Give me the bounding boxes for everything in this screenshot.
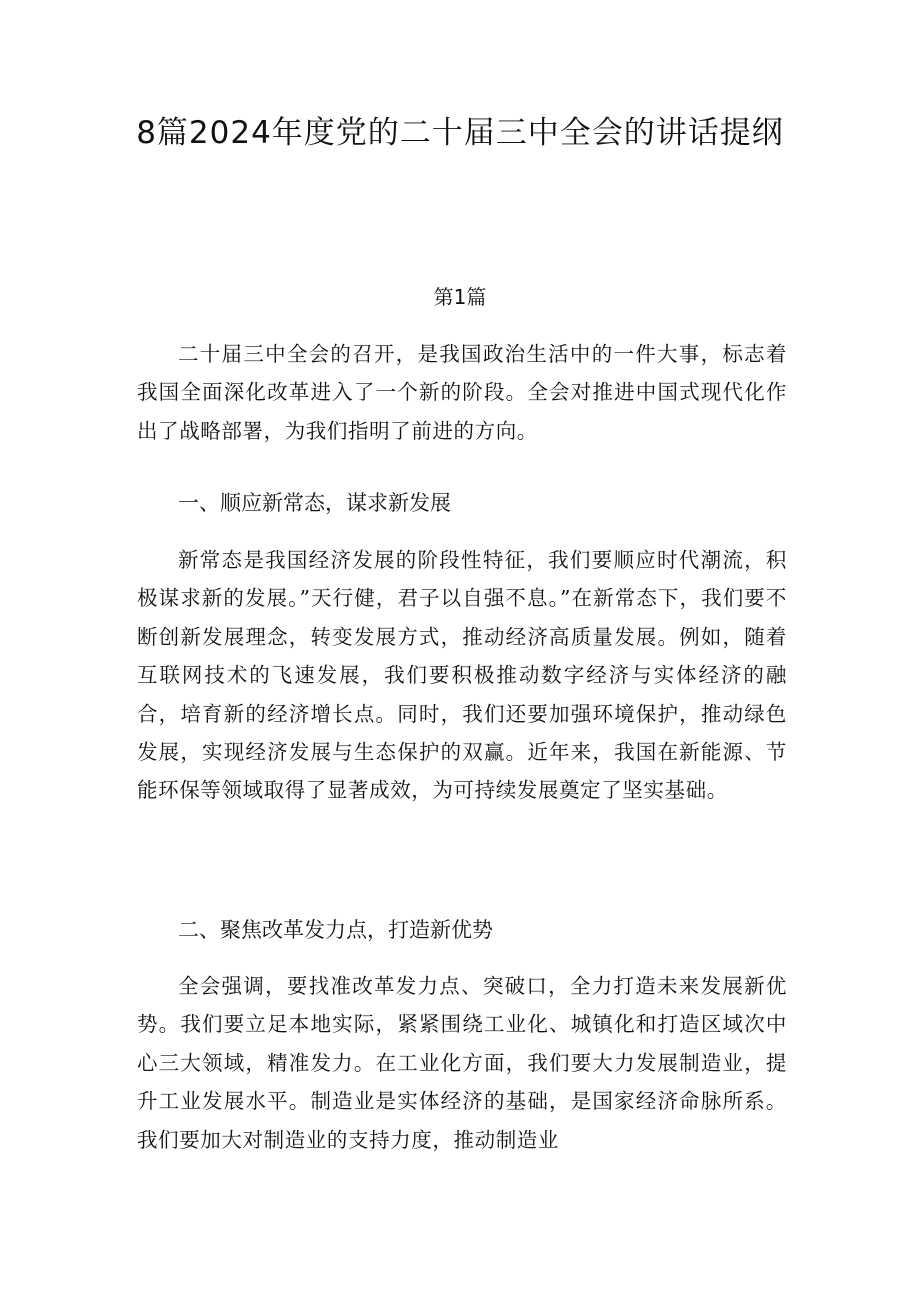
section-heading-2: 二、聚焦改革发力点，打造新优势 [178,918,493,942]
paragraph-section-2: 全会强调，要找准改革发力点、突破口，全力打造未来发展新优势。我们要立足本地实际，紧紧围绕工业化、城镇化和打造区域次中心三大领域，精准发力。在工业化方面，我们要大力发展制造业，提升工业发展水平。制造业是实体经济的基础，是国家经济命脉所系。我们要加大对制造业的支持力度，推动制造业 [137,974,787,1152]
chapter-label: 第1篇 [433,285,487,309]
section-heading-1: 一、顺应新常态，谋求新发展 [178,491,451,515]
paragraph-section-1: 新常态是我国经济发展的阶段性特征，我们要顺应时代潮流，积极谋求新的发展。”天行健，君子以自强不息。”在新常态下，我们要不断创新发展理念，转变发展方式，推动经济高质量发展。例如，随着互联网技术的飞速发展，我们要积极推动数字经济与实体经济的融合，培育新的经济增长点。同时，我们还要加强环境保护，推动绿色发展，实现经济发展与生态保护的双赢。近年来，我国在新能源、节能环保等领域取得了显著成效，为可持续发展奠定了坚实基础。 [137,548,787,803]
document-title: 8篇2024年度党的二十届三中全会的讲话提纲 [136,115,784,151]
paragraph-intro: 二十届三中全会的召开，是我国政治生活中的一件大事，标志着我国全面深化改革进入了一个新的阶段。全会对推进中国式现代化作出了战略部署，为我们指明了前进的方向。 [137,342,787,443]
